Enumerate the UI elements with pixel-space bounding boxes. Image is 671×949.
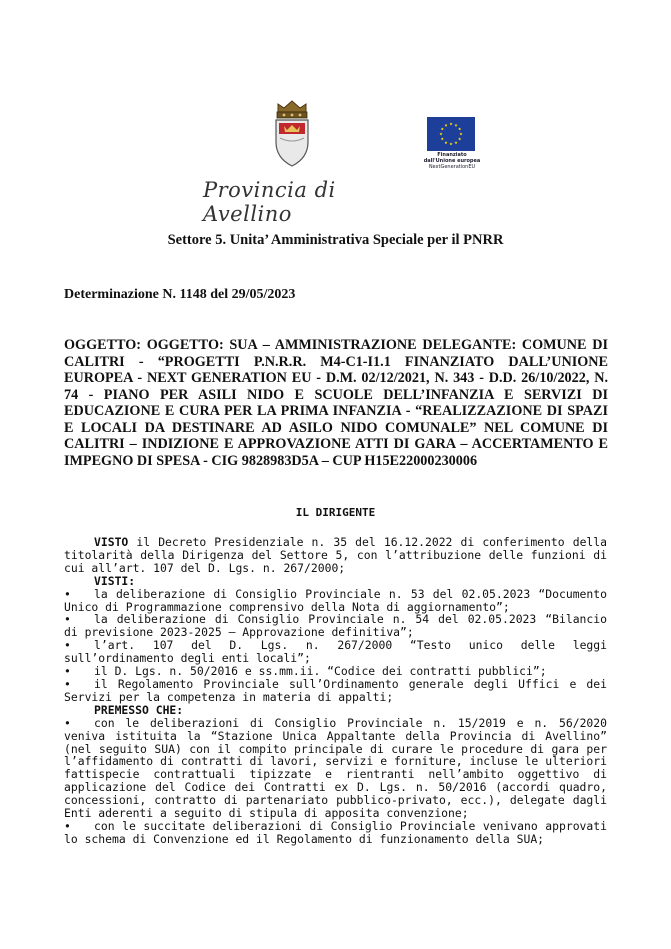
bullet-icon: •: [64, 586, 71, 601]
list-item: [64, 717, 607, 820]
eu-caption-line: Finanziato: [437, 152, 467, 158]
visto-lead: VISTO: [94, 535, 129, 549]
premesso-heading: PREMESSO CHE:: [94, 702, 184, 717]
eu-funding-caption: [420, 152, 484, 170]
bullet-icon: •: [64, 612, 71, 627]
list-item: [64, 678, 607, 704]
visti-heading: VISTI:: [94, 573, 136, 588]
bullet-icon: •: [64, 676, 71, 691]
bullet-icon: •: [64, 638, 71, 653]
bullet-icon: •: [64, 818, 71, 833]
province-name-logotype: Provincia di Avellino: [203, 178, 336, 226]
oggetto-paragraph: OGGETTO: OGGETTO: SUA – AMMINISTRAZIONE DELEGANTE: COMUNE DI CALITRI - “PROGETTI P.N.R.R. M4-C1-I1.1 FINANZIATO DALL’UNIONE EUROPEA - NEXT GENERATION EU - D.M. 02/12/2021, N. 343 - D.D. 26/10/2022, N. 74 - PIANO PER ASILI NIDO E SCUOLE DELL’INFANZIA E SERVIZI DI EDUCAZIONE E CURA PER LA PRIMA INFANZIA - “REALIZZAZIONE DI SPAZI E LOCALI DA DESTINARE AD ASILO NIDO COMUNALE” NEL COMUNE DI CALITRI – INDIZIONE E APPROVAZIONE ATTI DI GARA – ACCERTAMENTO E IMPEGNO DI SPESA - CIG 9828983D5A – CUP H15E22000230006: [64, 337, 608, 469]
list-item: [64, 639, 607, 665]
list-item-text: la deliberazione di Consiglio Provinciale n. 54 del 02.05.2023 “Bilancio di previsione 2023-2025 – Approvazione definitiva”;: [64, 612, 607, 640]
list-item-text: l’art. 107 del D. Lgs. n. 267/2000 “Testo unico delle leggi sull’ordinamento degli enti locali”;: [64, 638, 607, 666]
determinazione-number: Determinazione N. 1148 del 29/05/2023: [64, 287, 296, 302]
body-text: [64, 536, 607, 846]
bullet-icon: •: [64, 715, 71, 730]
list-item-text: con le succitate deliberazioni di Consiglio Provinciale venivano approvati lo schema di Convenzione ed il Regolamento di funzionamento della SUA;: [64, 818, 607, 846]
list-item-text: il D. Lgs. n. 50/2016 e ss.mm.ii. “Codice dei contratti pubblici”;: [94, 664, 547, 679]
eu-flag-icon: [427, 117, 475, 151]
list-item: [64, 613, 607, 639]
list-item-text: con le deliberazioni di Consiglio Provinciale n. 15/2019 e n. 56/2020 veniva istituita la “Stazione Unica Appaltante della Provincia di Avellino” (nel seguito SUA) con il compito principale di curare le procedure di gara per l’affidamento di contratti di lavori, servizi e forniture, incluse le ulteriori fattispecie contrattuali tipizzate e rientranti nell’ambito oggettivo di applicazione del Codice dei Contratti ex D. Lgs. n. 50/2016 (accordi quadro, concessioni, contratto di partenariato pubblico-privato, ecc.), delegate dagli Enti aderenti a seguito di stipula di apposita convenzione;: [64, 715, 607, 821]
list-item-text: la deliberazione di Consiglio Provinciale n. 53 del 02.05.2023 “Documento Unico di Programmazione comprensivo della Nota di aggiornamento”;: [64, 586, 607, 614]
list-item: [64, 820, 607, 846]
bullet-icon: •: [64, 664, 71, 679]
settore-title: Settore 5. Unita’ Amministrativa Speciale per il PNRR: [167, 232, 504, 248]
province-crest-icon: [270, 98, 314, 168]
visto-paragraph: [64, 536, 607, 575]
visto-text: il Decreto Presidenziale n. 35 del 16.12.2022 di conferimento della titolarità della Dirigenza del Settore 5, con l’attribuzione delle funzioni di cui all’art. 107 del D. Lgs. n. 267/2000;: [64, 535, 607, 575]
list-item-text: il Regolamento Provinciale sull’Ordinamento generale degli Uffici e dei Servizi per la competenza in materia di appalti;: [64, 676, 607, 704]
dirigente-heading: IL DIRIGENTE: [295, 506, 376, 519]
eu-caption-line: NextGenerationEU: [428, 164, 476, 170]
list-item: [64, 588, 607, 614]
eu-caption-line: dall'Unione europea: [423, 158, 481, 164]
